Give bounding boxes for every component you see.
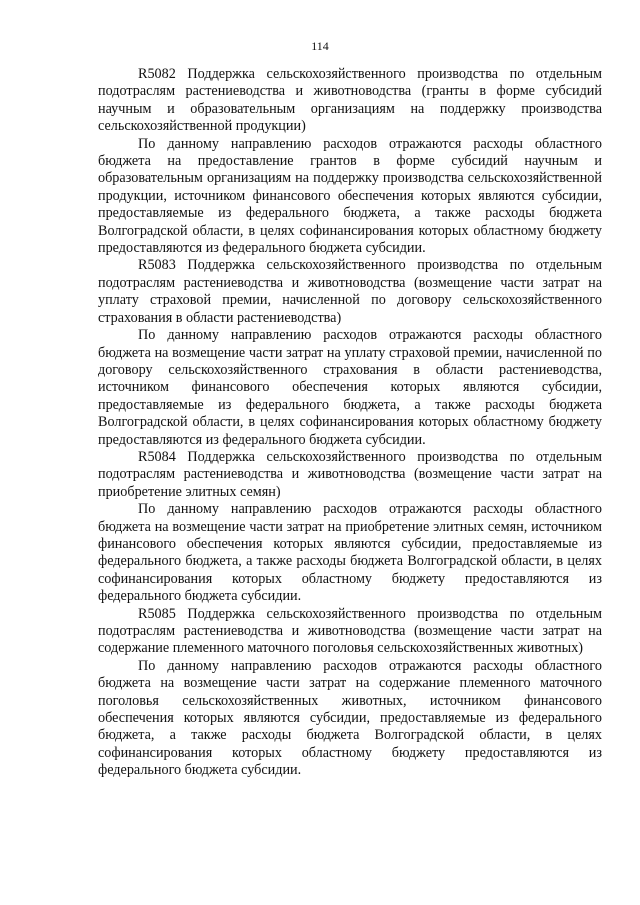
document-body [98, 66, 602, 780]
section-r5084-body: По данному направлению расходов отражаются расходы областного бюджета на возмещение части затрат на приобретение элитных семян, источником финансового обеспечения которых являются субсидии, предоставляемые из федерального бюджета, а также расходы бюджета Волгоградской области, в целях софинансирования которых областному бюджету предоставляются из федерального бюджета субсидии. [98, 501, 602, 605]
section-r5085-heading: R5085 Поддержка сельскохозяйственного производства по отдельным подотраслям растениеводства и животноводства (возмещение части затрат на содержание племенного маточного поголовья сельскохозяйственных животных) [98, 605, 602, 657]
page-number: 114 [311, 39, 329, 53]
section-r5082-body: По данному направлению расходов отражаются расходы областного бюджета на предоставление грантов в форме субсидий научным и образовательным организациям на поддержку производства сельскохозяйственной продукции, источником финансового обеспечения которых являются субсидии, предоставляемые из федерального бюджета, а также расходы бюджета Волгоградской области, в целях софинансирования которых областному бюджету предоставляются из федерального бюджета субсидии. [98, 135, 602, 257]
section-r5083-body: По данному направлению расходов отражаются расходы областного бюджета на возмещение части затрат на уплату страховой премии, начисленной по договору сельскохозяйственного страхования в области растениеводства, источником финансового обеспечения которых являются субсидии, предоставляемые из федерального бюджета, а также расходы бюджета Волгоградской области, в целях софинансирования которых областному бюджету предоставляются из федерального бюджета субсидии. [98, 327, 602, 448]
section-r5082-heading: R5082 Поддержка сельскохозяйственного производства по отдельным подотраслям растениеводства и животноводства (гранты в форме субсидий научным и образовательным организациям на поддержку производства сельскохозяйственной продукции) [98, 66, 602, 135]
section-r5084-heading: R5084 Поддержка сельскохозяйственного производства по отдельным подотраслям растениеводства и животноводства (возмещение части затрат на приобретение элитных семян) [98, 448, 602, 500]
section-r5085-body: По данному направлению расходов отражаются расходы областного бюджета на возмещение части затрат на содержание племенного маточного поголовья сельскохозяйственных животных, источником финансового обеспечения которых являются субсидии, предоставляемые из федерального бюджета, а также расходы бюджета Волгоградской области, в целях софинансирования которых областному бюджету предоставляются из федерального бюджета субсидии. [98, 657, 602, 779]
section-r5083-heading: R5083 Поддержка сельскохозяйственного производства по отдельным подотраслям растениеводства и животноводства (возмещение части затрат на уплату страховой премии, начисленной по договору сельскохозяйственного страхования в области растениеводства) [98, 257, 602, 326]
